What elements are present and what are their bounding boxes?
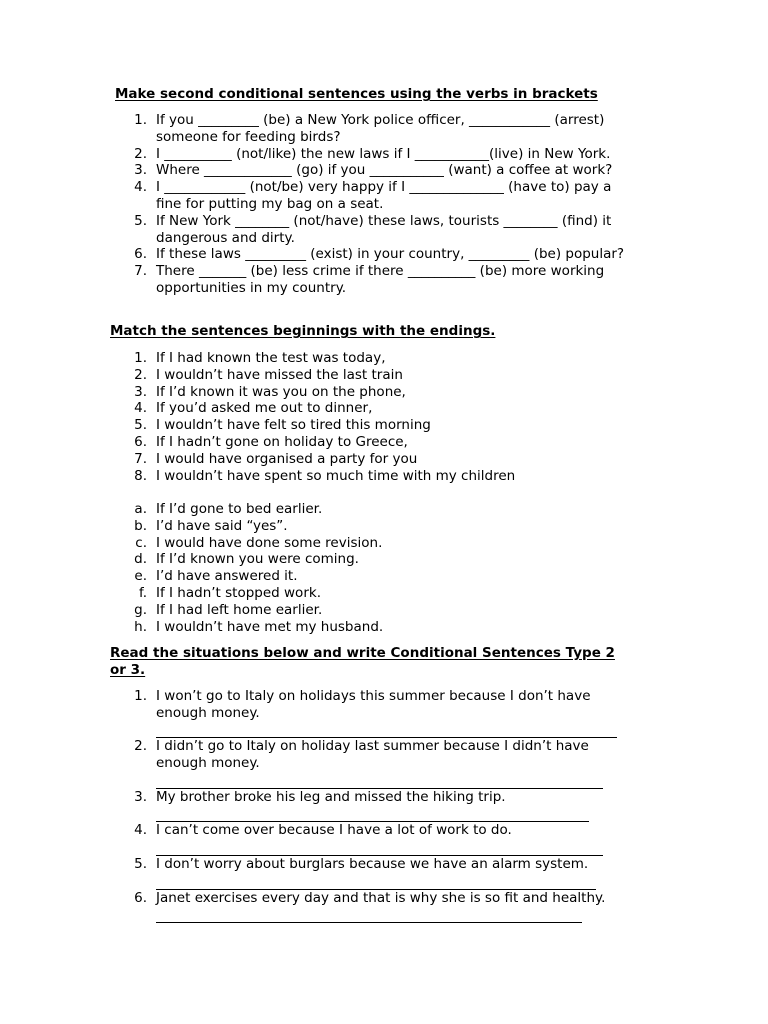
section3-title (110, 645, 615, 678)
item-number: 4. (134, 822, 147, 839)
list-item (0, 367, 768, 384)
section3-title-line2: or 3. (110, 661, 146, 678)
exercise-item (0, 738, 768, 788)
exercise-item (0, 890, 768, 924)
item-text: I __________ (not/like) the new laws if I ___________(live) in New York. (156, 145, 611, 162)
exercise-item (0, 179, 768, 213)
item-text: I would have organised a party for you (156, 450, 418, 467)
item-letter: d. (134, 551, 147, 568)
item-number: 6. (134, 246, 147, 263)
item-letter: h. (134, 618, 147, 635)
item-letter: e. (134, 568, 147, 585)
section3-title-line1: Read the situations below and write Conditional Sentences Type 2 (110, 645, 615, 661)
item-text: I wouldn’t have spent so much time with my children (156, 467, 516, 484)
item-number: 1. (134, 350, 147, 366)
list-item (0, 451, 768, 468)
item-number: 5. (134, 212, 147, 229)
section1-title: Make second conditional sentences using the verbs in brackets (115, 86, 598, 102)
item-letter: a. (134, 501, 147, 517)
item-number: 1. (134, 112, 147, 128)
item-text-cont: enough money. (156, 755, 260, 772)
item-number: 2. (134, 366, 147, 383)
exercise-item (0, 822, 768, 856)
item-text: I would have done some revision. (156, 534, 383, 551)
item-text: I didn’t go to Italy on holiday last summer because I didn’t have (156, 738, 589, 755)
list-item (0, 417, 768, 434)
section2-beginnings-list (0, 350, 768, 484)
exercise-item (0, 789, 768, 823)
item-number: 7. (134, 263, 147, 280)
exercise-item (0, 856, 768, 890)
section3-list (0, 688, 768, 923)
item-text-cont: enough money. (156, 704, 260, 721)
exercise-item (0, 688, 768, 738)
list-item (0, 468, 768, 485)
item-text: If I hadn’t gone on holiday to Greece, (156, 433, 408, 450)
item-number: 7. (134, 450, 147, 467)
item-text: If I had known the test was today, (156, 350, 386, 366)
section2-title: Match the sentences beginnings with the endings. (110, 323, 496, 339)
list-item (0, 551, 768, 568)
list-item (0, 350, 768, 367)
item-text: I’d have answered it. (156, 568, 298, 585)
item-text: If New York ________ (not/have) these laws, tourists ________ (find) it (156, 212, 612, 229)
list-item (0, 400, 768, 417)
item-text: If I had left home earlier. (156, 601, 323, 618)
item-text: If I’d known you were coming. (156, 551, 359, 568)
item-number: 3. (134, 162, 147, 179)
list-item (0, 501, 768, 518)
item-number: 5. (134, 417, 147, 434)
list-item (0, 535, 768, 552)
item-text: I ____________ (not/be) very happy if I ______________ (have to) pay a (156, 179, 612, 196)
section2-endings-list (0, 501, 768, 635)
item-number: 3. (134, 788, 147, 805)
item-letter: g. (134, 601, 147, 618)
item-number: 8. (134, 467, 147, 484)
exercise-item (0, 112, 768, 146)
item-text: If I hadn’t stopped work. (156, 584, 321, 601)
item-number: 6. (134, 433, 147, 450)
answer-line[interactable] (156, 772, 603, 789)
item-text: If you’d asked me out to dinner, (156, 400, 373, 417)
item-text: I wouldn’t have felt so tired this morning (156, 417, 431, 434)
item-text: If I’d gone to bed earlier. (156, 501, 323, 517)
item-text: If these laws _________ (exist) in your country, _________ (be) popular? (156, 246, 625, 263)
item-number: 2. (134, 145, 147, 162)
item-text: My brother broke his leg and missed the hiking trip. (156, 788, 506, 805)
item-number: 4. (134, 400, 147, 417)
answer-line[interactable] (156, 873, 596, 890)
item-text: There _______ (be) less crime if there __________ (be) more working (156, 263, 605, 280)
list-item (0, 619, 768, 636)
section1-list (0, 112, 768, 297)
answer-line[interactable] (156, 839, 603, 856)
item-number: 2. (134, 738, 147, 755)
item-letter: c. (135, 534, 147, 551)
answer-line[interactable] (156, 806, 589, 823)
item-number: 1. (134, 688, 147, 704)
item-text: Janet exercises every day and that is why she is so fit and healthy. (156, 889, 606, 906)
item-text-cont: fine for putting my bag on a seat. (156, 195, 384, 212)
answer-line[interactable] (156, 722, 617, 739)
exercise-item (0, 263, 768, 297)
exercise-item (0, 162, 768, 179)
exercise-item (0, 213, 768, 247)
item-text: I won’t go to Italy on holidays this summer because I don’t have (156, 688, 591, 704)
exercise-item (0, 246, 768, 263)
list-item (0, 384, 768, 401)
item-text-cont: dangerous and dirty. (156, 229, 295, 246)
answer-line[interactable] (156, 906, 582, 923)
item-text: If you _________ (be) a New York police officer, ____________ (arrest) (156, 112, 605, 128)
list-item (0, 434, 768, 451)
item-text: Where _____________ (go) if you ___________ (want) a coffee at work? (156, 162, 613, 179)
item-text: If I’d known it was you on the phone, (156, 383, 406, 400)
item-text: I’d have said “yes”. (156, 517, 288, 534)
item-number: 4. (134, 179, 147, 196)
item-text-cont: opportunities in my country. (156, 279, 347, 296)
list-item (0, 518, 768, 535)
item-text-cont: someone for feeding birds? (156, 128, 341, 145)
item-text: I don’t worry about burglars because we have an alarm system. (156, 855, 589, 872)
exercise-item (0, 146, 768, 163)
item-letter: b. (134, 517, 147, 534)
item-text: I can’t come over because I have a lot of work to do. (156, 822, 512, 839)
list-item (0, 568, 768, 585)
list-item (0, 585, 768, 602)
item-text: I wouldn’t have missed the last train (156, 366, 403, 383)
list-item (0, 602, 768, 619)
item-letter: f. (138, 584, 147, 601)
item-text: I wouldn’t have met my husband. (156, 618, 384, 635)
item-number: 6. (134, 889, 147, 906)
item-number: 3. (134, 383, 147, 400)
item-number: 5. (134, 855, 147, 872)
